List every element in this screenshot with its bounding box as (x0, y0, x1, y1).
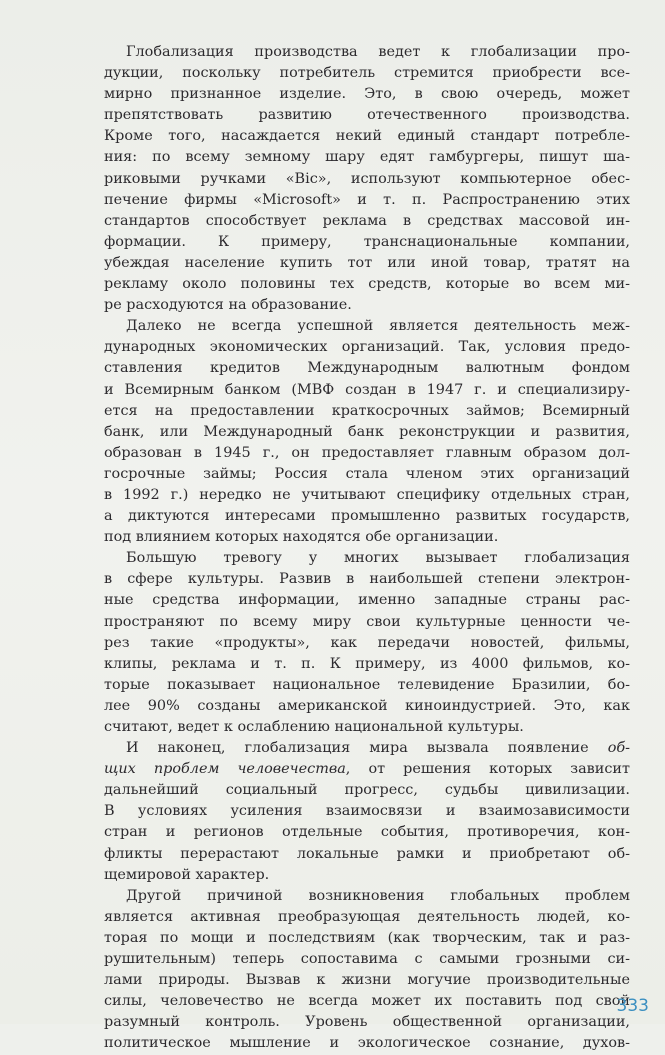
text-line: ния: по всему земному шару едят гамбургеры, пишут ша- (104, 149, 630, 166)
text-line: рекламу около половины тех средств, которые во всем ми- (104, 276, 630, 293)
text-line: считают, ведет к ослаблению национальной культуры. (104, 719, 524, 735)
text-line: ные средства информации, именно западные страны рас- (104, 592, 630, 609)
text-line: Большую тревогу у многих вызывает глобализация (126, 550, 630, 567)
text-line: фликты перерастают локальные рамки и приобретают об- (104, 845, 630, 862)
paragraph-culture-globalization (104, 548, 630, 738)
text-line: образован в 1945 г., он предоставляет главным образом дол- (104, 444, 630, 461)
italic-term: об- (607, 740, 630, 757)
text-line: ре расходуются на образование. (104, 297, 352, 314)
text-line: дународных экономических организаций. Так, условия предо- (104, 339, 630, 356)
text-line: в сфере культуры. Развив в наибольшей степени электрон- (104, 571, 630, 588)
text-line: и Всемирным банком (МВФ создан в 1947 г. и специализиру- (104, 381, 630, 398)
text-line: дальнейший социальный прогресс, судьбы цивилизации. (104, 782, 630, 799)
text-line: силы, человечество не всегда может их поставить под свой (104, 993, 630, 1010)
paragraph-international-organizations (104, 316, 630, 548)
text-line: клипы, реклама и т. п. К примеру, из 4000 фильмов, ко- (104, 655, 630, 672)
text-line: является активная преобразующая деятельность людей, ко- (104, 908, 630, 925)
text-line: рушительным) теперь сопоставима с самыми грозными си- (104, 951, 630, 968)
text-line: Далеко не всегда успешной является деятельность меж- (126, 318, 630, 335)
text-line: формации. К примеру, транснациональные компании, (104, 233, 630, 250)
text-segment: , от решения которых зависит (345, 761, 630, 778)
text-line: мирно признанное изделие. Это, в свою очередь, может (104, 86, 630, 103)
text-line: убеждая население купить тот или иной товар, тратят на (104, 254, 630, 271)
text-line: разумный контроль. Уровень общественной организации, (104, 1014, 630, 1031)
text-line (104, 738, 630, 759)
text-line: политическое мышление и экологическое сознание, духов- (104, 1035, 630, 1052)
text-line: рез такие «продукты», как передачи новостей, фильмы, (104, 634, 630, 651)
text-line: печение фирмы «Microsoft» и т. п. Распространению этих (104, 191, 630, 208)
text-line: В условиях усиления взаимосвязи и взаимозависимости (104, 803, 630, 820)
text-line: банк, или Международный банк реконструкции и развития, (104, 423, 630, 440)
text-line: в 1992 г.) нередко не учитывают специфику отдельных стран, (104, 486, 630, 503)
text-line: лами природы. Вызвав к жизни могучие производительные (104, 972, 630, 989)
text-line: риковыми ручками «Bic», используют компьютерное обес- (104, 170, 630, 187)
text-line: Кроме того, насаждается некий единый стандарт потребле- (104, 128, 630, 145)
text-line: а диктуются интересами промышленно развитых государств, (104, 508, 630, 525)
text-line: под влиянием которых находятся обе организации. (104, 529, 499, 546)
text-line: лее 90% созданы американской киноиндустрией. Это, как (104, 697, 630, 714)
italic-term: щих проблем человечества (104, 761, 346, 778)
page-body-text (104, 42, 630, 1055)
text-line: Другой причиной возникновения глобальных проблем (126, 887, 630, 904)
text-line: торая по мощи и последствиям (как творческим, так и раз- (104, 929, 630, 946)
paragraph-common-problems (104, 738, 630, 886)
text-line: стран и регионов отдельные события, противоречия, кон- (104, 824, 630, 841)
text-segment: И наконец, глобализация мира вызвала появление (126, 740, 608, 757)
text-line: Глобализация производства ведет к глобализации про- (126, 44, 630, 60)
text-line: госрочные займы; Россия стала членом этих организаций (104, 465, 630, 482)
text-line: пространяют по всему миру свои культурные ценности че- (104, 613, 630, 630)
text-line: щемировой характер. (104, 866, 270, 883)
text-line: ставления кредитов Международным валютным фондом (104, 360, 630, 377)
paragraph-human-activity (104, 886, 630, 1055)
page-number: 333 (616, 996, 649, 1016)
text-line: ется на предоставлении краткосрочных займов; Всемирный (104, 402, 630, 419)
text-line: торые показывает национальное телевидение Бразилии, бо- (104, 676, 630, 693)
text-line: дукции, поскольку потребитель стремится приобрести все- (104, 65, 630, 82)
text-line: стандартов способствует реклама в средствах массовой ин- (104, 212, 630, 229)
paragraph-production-globalization (104, 42, 630, 316)
text-line: препятствовать развитию отечественного производства. (104, 107, 630, 124)
text-line (104, 759, 630, 780)
